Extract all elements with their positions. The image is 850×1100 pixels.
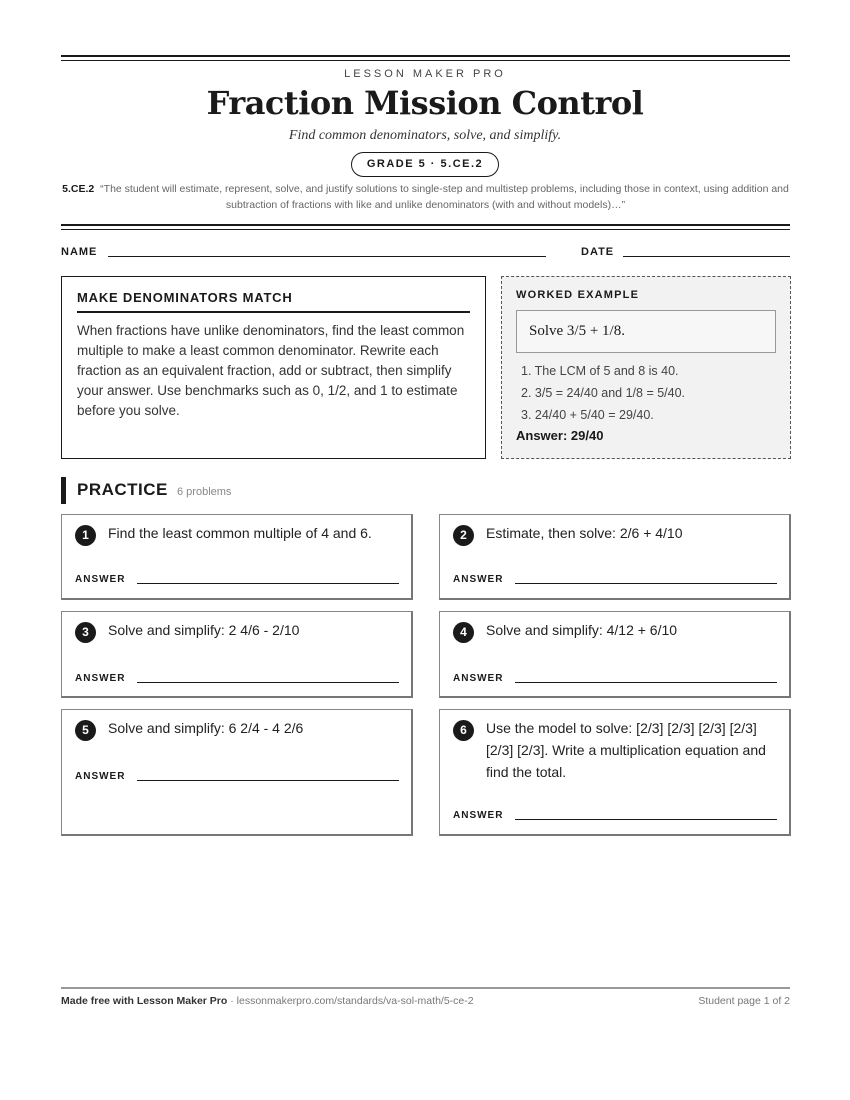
problem-card <box>61 611 413 698</box>
footer-separator: · <box>227 995 237 1007</box>
footer-made-with: Made free with Lesson Maker Pro <box>61 995 228 1007</box>
answer-field[interactable] <box>515 583 777 584</box>
problem-text: Solve and simplify: 6 2/4 - 4 2/6 <box>108 720 304 736</box>
answer-field[interactable] <box>515 819 777 820</box>
answer-label: ANSWER <box>75 673 126 684</box>
standard-code: 5.CE.2 <box>62 183 95 195</box>
header-bottom-rule <box>61 224 790 230</box>
problem-number: 5 <box>75 720 96 741</box>
footer-page-number: Student page 1 of 2 <box>698 995 790 1007</box>
problem-number: 4 <box>453 622 474 643</box>
problem-card <box>439 611 791 698</box>
problem-number: 1 <box>75 525 96 546</box>
worked-example-step: 1. The LCM of 5 and 8 is 40. <box>521 364 679 378</box>
practice-title: PRACTICE <box>77 480 168 499</box>
problem-number: 6 <box>453 720 474 741</box>
name-label: NAME <box>61 246 98 258</box>
standard-statement <box>61 181 790 213</box>
practice-count: 6 problems <box>177 486 232 498</box>
answer-field[interactable] <box>137 583 399 584</box>
worked-example-step: 3. 24/40 + 5/40 = 29/40. <box>521 408 654 422</box>
date-field[interactable] <box>623 256 790 257</box>
page-subtitle: Find common denominators, solve, and simplify. <box>288 128 562 143</box>
grade-badge: GRADE 5 · 5.CE.2 <box>351 152 499 177</box>
problem-number: 2 <box>453 525 474 546</box>
answer-field[interactable] <box>515 682 777 683</box>
worked-example-box <box>501 276 791 459</box>
worked-example-step: 2. 3/5 = 24/40 and 1/8 = 5/40. <box>521 386 686 400</box>
answer-label: ANSWER <box>453 574 504 585</box>
worked-example-problem: Solve 3/5 + 1/8. <box>516 310 776 353</box>
problem-card <box>61 709 413 836</box>
top-rule <box>61 55 790 61</box>
problem-text: Solve and simplify: 4/12 + 6/10 <box>486 622 678 638</box>
standard-text: “The student will estimate, represent, solve, and justify solutions to single-step and multistep problems, including those in context, using addition and subtraction of fractions with like and unlike denominators (with and without models)…” <box>100 183 789 211</box>
brand-label: LESSON MAKER PRO <box>344 68 506 80</box>
problem-number: 3 <box>75 622 96 643</box>
footer-rule <box>61 987 790 989</box>
date-label: DATE <box>581 246 615 258</box>
problem-text: Use the model to solve: [2/3] [2/3] [2/3] [2/3] [2/3] [2/3]. Write a multiplication equation and find the total. <box>486 720 766 780</box>
problem-text: Find the least common multiple of 4 and 6. <box>108 525 372 541</box>
problem-text: Estimate, then solve: 2/6 + 4/10 <box>486 525 683 541</box>
worked-example-answer: Answer: 29/40 <box>516 428 604 443</box>
answer-label: ANSWER <box>453 810 504 821</box>
worked-example-title: WORKED EXAMPLE <box>516 289 640 301</box>
answer-label: ANSWER <box>453 673 504 684</box>
answer-label: ANSWER <box>75 574 126 585</box>
footer-credit <box>61 995 474 1007</box>
name-field[interactable] <box>108 256 546 257</box>
answer-field[interactable] <box>137 780 399 781</box>
footer-url[interactable]: lessonmakerpro.com/standards/va-sol-math/5-ce-2 <box>236 995 474 1007</box>
problem-card <box>439 709 791 836</box>
problem-card <box>61 514 413 600</box>
concept-title: MAKE DENOMINATORS MATCH <box>77 290 470 313</box>
concept-text: When fractions have unlike denominators, find the least common multiple to make a least common denominator. Rewrite each fraction as an equivalent fraction, add or subtract, then simplify your answer. Use benchmarks such as 0, 1/2, and 1 to estimate before you solve. <box>77 323 465 418</box>
practice-accent-bar <box>61 477 66 504</box>
worked-example-steps <box>516 360 776 426</box>
answer-field[interactable] <box>137 682 399 683</box>
page-title: Fraction Mission Control <box>206 84 644 122</box>
concept-box <box>61 276 486 459</box>
answer-label: ANSWER <box>75 771 126 782</box>
problem-text: Solve and simplify: 2 4/6 - 2/10 <box>108 622 300 638</box>
problem-card <box>439 514 791 600</box>
